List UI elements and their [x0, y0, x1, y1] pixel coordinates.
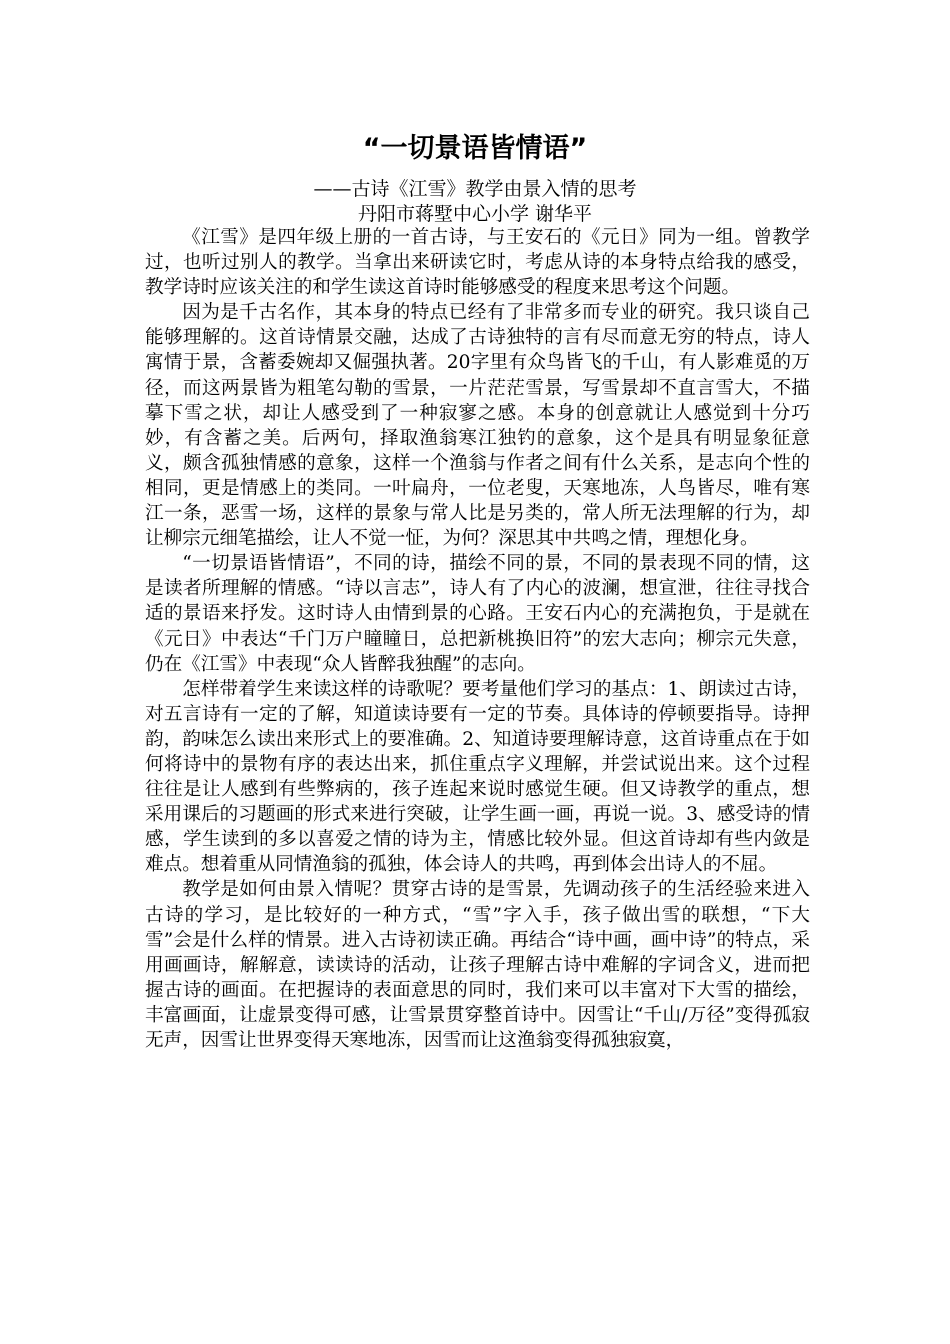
document-subtitle: ——古诗《江雪》教学由景入情的思考	[313, 178, 637, 200]
paragraph-3: “一切景语皆情语”，不同的诗，描绘不同的景，不同的景表现不同的情，这是读者所理解的情感。“诗以言志”，诗人有了内心的波澜，想宣泄，往往寻找合适的景语来抒发。这时诗人由情到景的心路。王安石内心的充满抱负，于是就在《元日》中表达“千门万户瞳瞳日，总把新桃换旧符”的宏大志向；柳宗元失意，仍在《江雪》中表现“众人皆醉我独醒”的志向。	[145, 553, 810, 675]
document-body	[145, 225, 810, 1053]
paragraph-4: 怎样带着学生来读这样的诗歌呢？要考量他们学习的基点：1、朗读过古诗，对五言诗有一定的了解，知道读诗要有一定的节奏。具体诗的停顿要指导。诗押韵，韵味怎么读出来形式上的要准确。2、知道诗要理解诗意，这首诗重点在于如何将诗中的景物有序的表达出来，抓住重点字义理解，并尝试说出来。这个过程往往是让人感到有些弊病的，孩子连起来说时感觉生硬。但又诗教学的重点，想采用课后的习题画的形式来进行突破，让学生画一画，再说一说。3、感受诗的情感，学生读到的多以喜爱之情的诗为主，情感比较外显。但这首诗却有些内敛是难点。想着重从同情渔翁的孤独，体会诗人的共鸣，再到体会出诗人的不屈。	[145, 678, 810, 876]
paragraph-1: 《江雪》是四年级上册的一首古诗，与王安石的《元日》同为一组。曾教学过，也听过别人的教学。当拿出来研读它时，考虑从诗的本身特点给我的感受，教学诗时应该关注的和学生读这首诗时能够感受的程度来思考这个问题。	[145, 227, 810, 299]
author-line: 丹阳市蒋墅中心小学 谢华平	[357, 203, 593, 225]
paragraph-2: 因为是千古名作，其本身的特点已经有了非常多而专业的研究。我只谈自己能够理解的。这首诗情景交融，达成了古诗独特的言有尽而意无穷的特点，诗人寓情于景，含蓄委婉却又倔强执著。20字里有众鸟皆飞的千山，有人影难觅的万径，而这两景皆为粗笔勾勒的雪景，一片茫茫雪景，写雪景却不直言雪大，不描摹下雪之状，却让人感受到了一种寂寥之感。本身的创意就让人感觉到十分巧妙，有含蓄之美。后两句，择取渔翁寒江独钓的意象，这个是具有明显象征意义，颇含孤独情感的意象，这样一个渔翁与作者之间有什么关系，是志向个性的相同，更是情感上的类同。一叶扁舟，一位老叟，天寒地冻，人鸟皆尽，唯有寒江一条，恶雪一场，这样的景象与常人比是另类的，常人所无法理解的行为，却让柳宗元细笔描绘，让人不觉一怔，为何？深思其中共鸣之情，理想化身。	[145, 302, 810, 550]
paragraph-5: 教学是如何由景入情呢？贯穿古诗的是雪景，先调动孩子的生活经验来进入古诗的学习，是比较好的一种方式，“雪”字入手，孩子做出雪的联想，“下大雪”会是什么样的情景。进入古诗初读正确。再结合“诗中画，画中诗”的特点，采用画画诗，解解意，读读诗的活动，让孩子理解古诗中难解的字词含义，进而把握古诗的画面。在把握诗的表面意思的同时，我们来可以丰富对下大雪的描绘，丰富画面，让虚景变得可感，让雪景贯穿整首诗中。因雪让“千山/万径”变得孤寂无声，因雪让世界变得天寒地冻，因雪而让这渔翁变得孤独寂寞，	[145, 879, 810, 1051]
document-title: “一切景语皆情语”	[362, 133, 588, 164]
